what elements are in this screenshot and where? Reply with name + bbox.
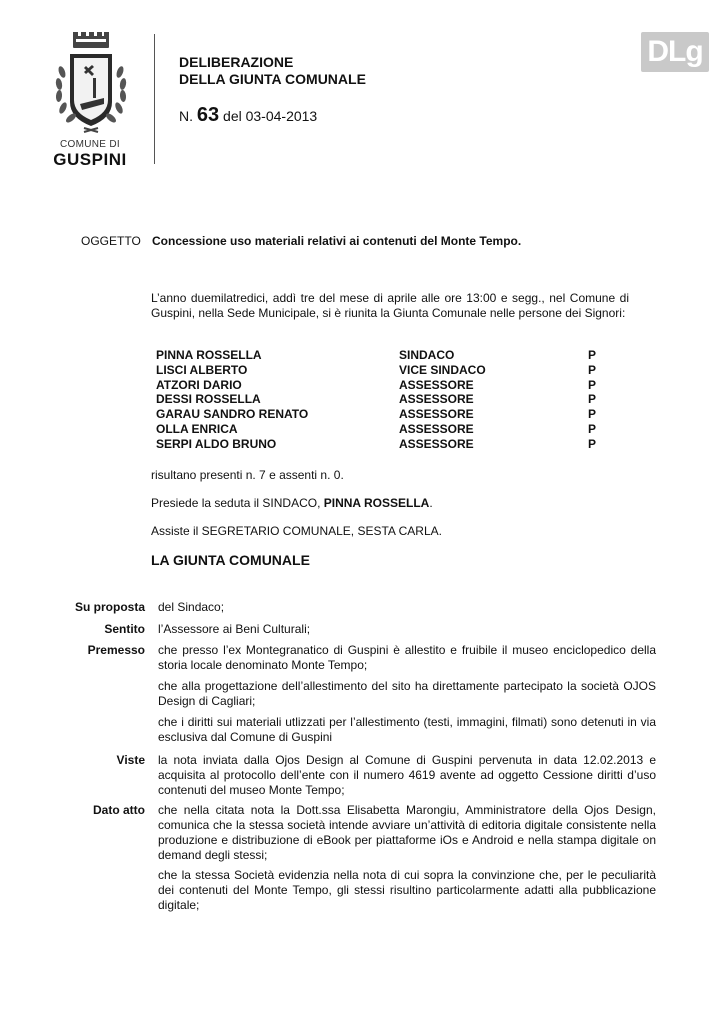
member-row — [156, 392, 606, 407]
member-name: GARAU SANDRO RENATO — [156, 407, 309, 422]
deliberation-number — [179, 104, 317, 127]
city-name: GUSPINI — [53, 150, 127, 169]
label-sentito: Sentito — [104, 622, 145, 636]
text-premesso-2: che alla progettazione dell’allestimento del sito ha direttamente partecipato la società OJOS Design di Cagliari; — [158, 679, 656, 708]
member-row — [156, 378, 606, 393]
text-premesso-1: che presso l’ex Montegranatico di Guspini è allestito e fruibile il museo enciclopedico della storia locale denominato Monte Tempo; — [158, 643, 656, 672]
member-name: PINNA ROSSELLA — [156, 348, 262, 362]
label-su-proposta: Su proposta — [74, 600, 145, 614]
member-role: ASSESSORE — [399, 407, 474, 422]
presiede-name: PINNA ROSSELLA — [323, 496, 430, 510]
member-name: ATZORI DARIO — [156, 377, 242, 392]
presiede-suffix: . — [429, 496, 433, 510]
oggetto-label: OGGETTO — [81, 234, 141, 248]
deliberation-date: del 03-04-2013 — [223, 108, 318, 124]
member-row — [156, 437, 606, 452]
oggetto-text: Concessione uso materiali relativi ai contenuti del Monte Tempo. — [152, 234, 522, 248]
member-row — [156, 407, 606, 422]
member-role: ASSESSORE — [399, 392, 474, 407]
members-table — [156, 348, 606, 452]
text-su-proposta: del Sindaco; — [158, 600, 225, 614]
presiede-prefix: Presiede la seduta il SINDACO, — [151, 496, 324, 510]
member-presence: P — [588, 421, 597, 436]
member-role: VICE SINDACO — [399, 362, 486, 377]
member-role: ASSESSORE — [399, 436, 474, 451]
member-presence: P — [588, 377, 597, 392]
member-row — [156, 422, 606, 437]
member-presence: P — [588, 436, 597, 451]
label-dato-atto: Dato atto — [93, 803, 145, 817]
header-divider — [154, 34, 155, 164]
member-presence: P — [588, 407, 597, 422]
doc-title-line1: DELIBERAZIONE — [179, 54, 294, 70]
member-presence: P — [588, 348, 597, 362]
member-name: OLLA ENRICA — [156, 421, 238, 436]
label-premesso: Premesso — [87, 643, 145, 657]
member-row — [156, 363, 606, 378]
number-prefix: N. — [179, 108, 193, 124]
assiste-text: Assiste il SEGRETARIO COMUNALE, SESTA CARLA. — [151, 524, 442, 538]
member-presence: P — [588, 362, 597, 377]
dlg-badge: DLg — [641, 32, 709, 72]
text-sentito: l’Assessore ai Beni Culturali; — [158, 622, 311, 636]
member-role: ASSESSORE — [399, 377, 474, 392]
member-name: DESSI ROSSELLA — [156, 392, 261, 407]
presiede-text — [151, 496, 629, 511]
text-premesso-3: che i diritti sui materiali utlizzati per l’allestimento (testi, immagini, filmati) sono detenuti in via esclusiva dal Comune di Guspini — [158, 715, 656, 744]
member-name: SERPI ALDO BRUNO — [156, 436, 277, 451]
intro-paragraph: L’anno duemilatredici, addì tre del mese di aprile alle ore 13:00 e segg., nel Comune di Guspini, nella Sede Municipale, si è riunita la Giunta Comunale nelle persone dei Signori: — [151, 291, 629, 320]
guspini-coat-of-arms — [46, 32, 136, 142]
text-viste: la nota inviata dalla Ojos Design al Comune di Guspini pervenuta in data 12.02.2013 e acquisita al protocollo dell’ente con il numero 4619 avente ad oggetto Cessione diritti d’uso contenuti del museo Monte Tempo; — [158, 753, 656, 797]
label-viste: Viste — [116, 753, 145, 767]
member-name: LISCI ALBERTO — [156, 362, 248, 377]
doc-title-line2: DELLA GIUNTA COMUNALE — [179, 71, 366, 87]
number-value: 63 — [196, 104, 220, 126]
member-row — [156, 348, 606, 363]
member-role: ASSESSORE — [399, 421, 474, 436]
member-presence: P — [588, 392, 597, 407]
giunta-heading: LA GIUNTA COMUNALE — [151, 552, 310, 568]
text-dato-atto-2: che la stessa Società evidenzia nella nota di cui sopra la convinzione che, per le peculiarità dei contenuti del Monte Tempo, gli stessi risultino particolarmente adatti alla pubblicazione digitale; — [158, 868, 656, 912]
text-dato-atto-1: che nella citata nota la Dott.ssa Elisabetta Marongiu, Amministratore della Ojos Design, comunica che la stessa società intende avviare un’attività di editoria digitale consistente nella produzione e distribuzione di eBook per piattaforme iOs e Android e nella stampa digitale on demand degli stessi; — [158, 803, 656, 862]
comune-label: COMUNE DI — [60, 139, 120, 150]
attendance-text: risultano presenti n. 7 e assenti n. 0. — [151, 468, 344, 482]
member-role: SINDACO — [399, 348, 455, 362]
